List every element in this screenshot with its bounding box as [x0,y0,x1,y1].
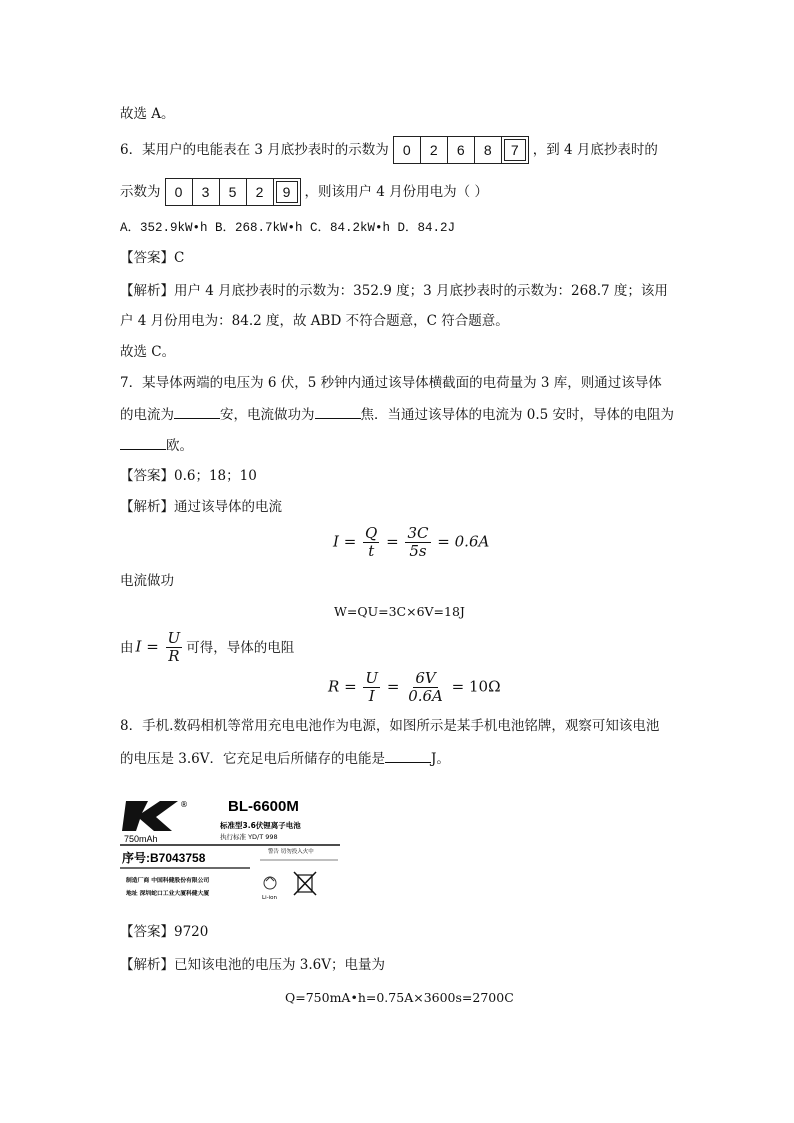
brand-logo-icon [122,800,188,831]
question-8-cont [120,748,450,769]
fraction [363,670,380,705]
model-text: BL-6600M [228,798,299,815]
question-text: 焦．当通过该导体的电流为 0.5 安时，导体的电阻为 [360,407,675,423]
meter-display-april [165,178,301,206]
formula-charge: Q=750mA•h=0.75A×3600s=2700C [285,990,514,1005]
answer: 【答案】9720 [120,924,209,940]
capacity-text: 750mAh [124,834,158,844]
meter-digit: 5 [220,179,247,205]
meter-digit: 3 [193,179,220,205]
explanation: 【解析】通过该导体的电流 [120,499,282,515]
meter-digit: 6 [448,137,475,163]
denominator: 0.6A [408,687,443,705]
question-7: 7．某导体两端的电压为 6 伏，5 秒钟内通过该导体横截面的电荷量为 3 库，则通过该导体 [120,375,662,391]
question-8: 8．手机.数码相机等常用充电电池作为电源，如图所示是某手机电池铭牌，观察可知该电池 [120,718,660,734]
question-text: 欧。 [166,438,193,454]
answer-blank [174,404,220,419]
standard-text: 标准型3.6伏锂离子电池 [220,821,301,830]
formula-current: I = $\frac{Q}{t}$ = $\frac{3C}{5s}$ = 0.6A [333,524,490,560]
answer: 【答案】0.6；18；10 [120,468,257,484]
question-text: 的电流为 [120,407,174,423]
text-line: 电流做功 [120,573,174,589]
formula-symbol: I [333,532,339,551]
meter-digit-decimal: 9 [274,179,300,205]
fraction [406,670,445,705]
denominator: 5s [409,542,427,560]
denominator: I [368,687,375,705]
question-text: 的电压是 3.6V．它充足电后所储存的电能是 [120,751,386,767]
maker-text: 制造厂商 中国科健股份有限公司 [126,878,210,884]
formula-result: 0.6A [454,532,490,551]
standard-text: 执行标准 YD/T 998 [220,833,278,841]
question-text: J。 [431,751,450,767]
question-7-cont [120,404,674,425]
question-text: 示数为 [120,184,161,200]
denominator: R [168,647,180,665]
svg-text:®: ® [180,800,188,809]
meter-digit: 0 [394,137,421,163]
explanation: 【解析】已知该电池的电压为 3.6V；电量为 [120,957,386,973]
answer-blank [385,748,431,763]
crossed-bin-icon [294,872,316,895]
question-text: 6．某用户的电能表在 3 月底抄表时的示数为 [120,142,389,158]
formula-symbol: R [328,677,340,696]
recycle-icon [264,877,276,889]
formula-ohm: I = $\frac{U}{R}$ [135,629,181,665]
battery-label-image [120,795,340,903]
formula-work: W=QU=3C×6V=18J [334,604,465,619]
address-text: 地址 深圳蛇口工业大厦科健大厦 [126,891,210,897]
question-text: ，到 4 月底抄表时的 [532,142,658,158]
text-line: 故选 A。 [120,106,175,122]
question-text: 安，电流做功为 [220,407,315,423]
formula-result: 10Ω [469,677,501,696]
question-6 [120,136,658,164]
battery-label-graphic [120,795,340,903]
fraction [405,525,430,560]
question-6-cont [120,178,488,206]
derivation-line [120,630,294,665]
fraction [363,525,379,560]
formula-symbol: I [135,637,142,656]
options: A．352.9kW•h B．268.7kW•h C．84.2kW•h D．84.2J [120,221,456,235]
liion-text: Li-ion [262,895,277,901]
numerator: Q [365,524,378,542]
meter-display-march [393,136,529,164]
meter-digit-decimal: 7 [502,137,528,163]
numerator: 6V [415,669,436,687]
formula-resistance: R = $\frac{U}{I}$ = $\frac{6V}{0.6A}$ = 10Ω [328,669,501,705]
warning-text: 警告 切勿投入火中 [268,849,314,855]
question-text: ，则该用户 4 月份用电为（ ） [304,184,488,200]
numerator: U [167,629,181,647]
answer-blank [120,435,166,450]
numerator: U [365,669,379,687]
explanation: 户 4 月份用电为：84.2 度，故 ABD 不符合题意，C 符合题意。 [120,313,509,329]
meter-digit: 0 [166,179,193,205]
question-7-cont [120,435,193,456]
fraction [166,630,183,665]
answer-blank [315,404,361,419]
serial-text: 序号:B7043758 [122,851,206,865]
text: 由 [120,639,134,656]
denominator: t [368,542,375,560]
text-line: 故选 C。 [120,344,176,360]
text: 可得，导体的电阻 [186,639,295,656]
answer: 【答案】C [120,250,185,266]
meter-digit: 2 [247,179,274,205]
numerator: 3C [407,524,429,542]
meter-digit: 8 [475,137,502,163]
meter-digit: 2 [421,137,448,163]
explanation: 【解析】用户 4 月底抄表时的示数为：352.9 度；3 月底抄表时的示数为：268.7 度；该用 [120,283,668,299]
